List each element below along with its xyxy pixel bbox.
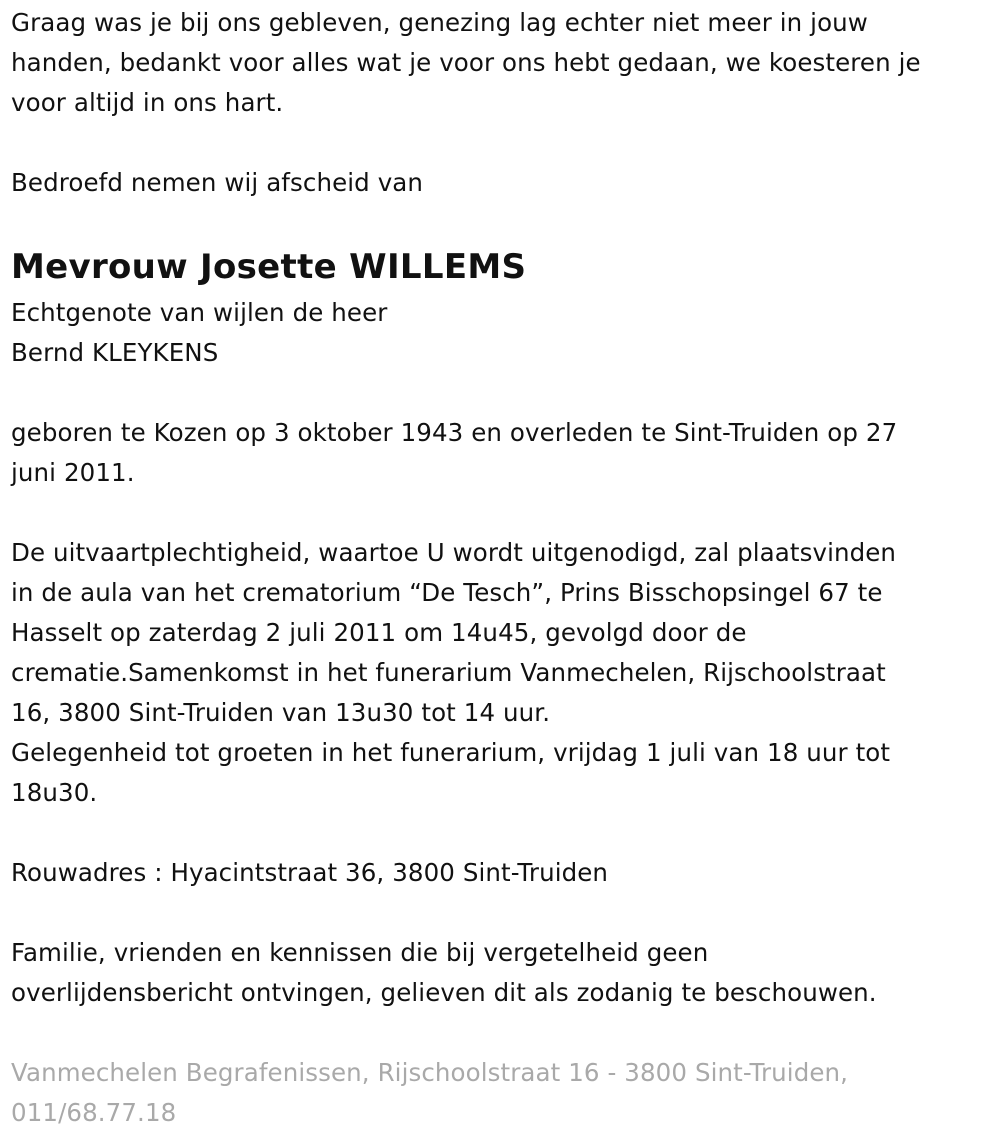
spacer	[11, 893, 996, 933]
spacer	[11, 203, 996, 241]
funeral-home-footer	[11, 1053, 996, 1133]
spacer	[11, 813, 996, 853]
intro-line: handen, bedankt voor alles wat je voor ons hebt gedaan, we koesteren je	[11, 48, 921, 77]
obituary-document	[11, 3, 996, 1133]
relation-line: Bernd KLEYKENS	[11, 338, 219, 367]
lead-text: Bedroefd nemen wij afscheid van	[11, 168, 424, 197]
deceased-name: Mevrouw Josette WILLEMS	[11, 247, 527, 287]
ceremony-line: crematie.Samenkomst in het funerarium Vanmechelen, Rijschoolstraat	[11, 658, 886, 687]
ceremony-line: in de aula van het crematorium “De Tesch”, Prins Bisschopsingel 67 te	[11, 578, 883, 607]
intro-line: voor altijd in ons hart.	[11, 88, 284, 117]
ceremony-line: 18u30.	[11, 778, 98, 807]
birth-death-line: geboren te Kozen op 3 oktober 1943 en overleden te Sint-Truiden op 27	[11, 418, 898, 447]
ceremony-line: Gelegenheid tot groeten in het funerarium, vrijdag 1 juli van 18 uur tot	[11, 738, 891, 767]
footer-phone: 011/68.77.18	[11, 1098, 177, 1127]
relation-line: Echtgenote van wijlen de heer	[11, 298, 388, 327]
notice-line: overlijdensbericht ontvingen, gelieven dit als zodanig te beschouwen.	[11, 978, 877, 1007]
spacer	[11, 493, 996, 533]
ceremony-line: Hasselt op zaterdag 2 juli 2011 om 14u45, gevolgd door de	[11, 618, 747, 647]
spacer	[11, 373, 996, 413]
spacer	[11, 123, 996, 163]
mourning-address: Rouwadres : Hyacintstraat 36, 3800 Sint-Truiden	[11, 858, 609, 887]
birth-death-line: juni 2011.	[11, 458, 135, 487]
footer-line: Vanmechelen Begrafenissen, Rijschoolstraat 16 - 3800 Sint-Truiden,	[11, 1058, 849, 1087]
ceremony-paragraph	[11, 533, 996, 813]
intro-paragraph	[11, 3, 996, 123]
birth-death-paragraph	[11, 413, 996, 493]
ceremony-line: 16, 3800 Sint-Truiden van 13u30 tot 14 uur.	[11, 698, 551, 727]
notice-line: Familie, vrienden en kennissen die bij vergetelheid geen	[11, 938, 709, 967]
notice-paragraph	[11, 933, 996, 1013]
spacer	[11, 1013, 996, 1053]
intro-line: Graag was je bij ons gebleven, genezing lag echter niet meer in jouw	[11, 8, 868, 37]
ceremony-line: De uitvaartplechtigheid, waartoe U wordt uitgenodigd, zal plaatsvinden	[11, 538, 897, 567]
